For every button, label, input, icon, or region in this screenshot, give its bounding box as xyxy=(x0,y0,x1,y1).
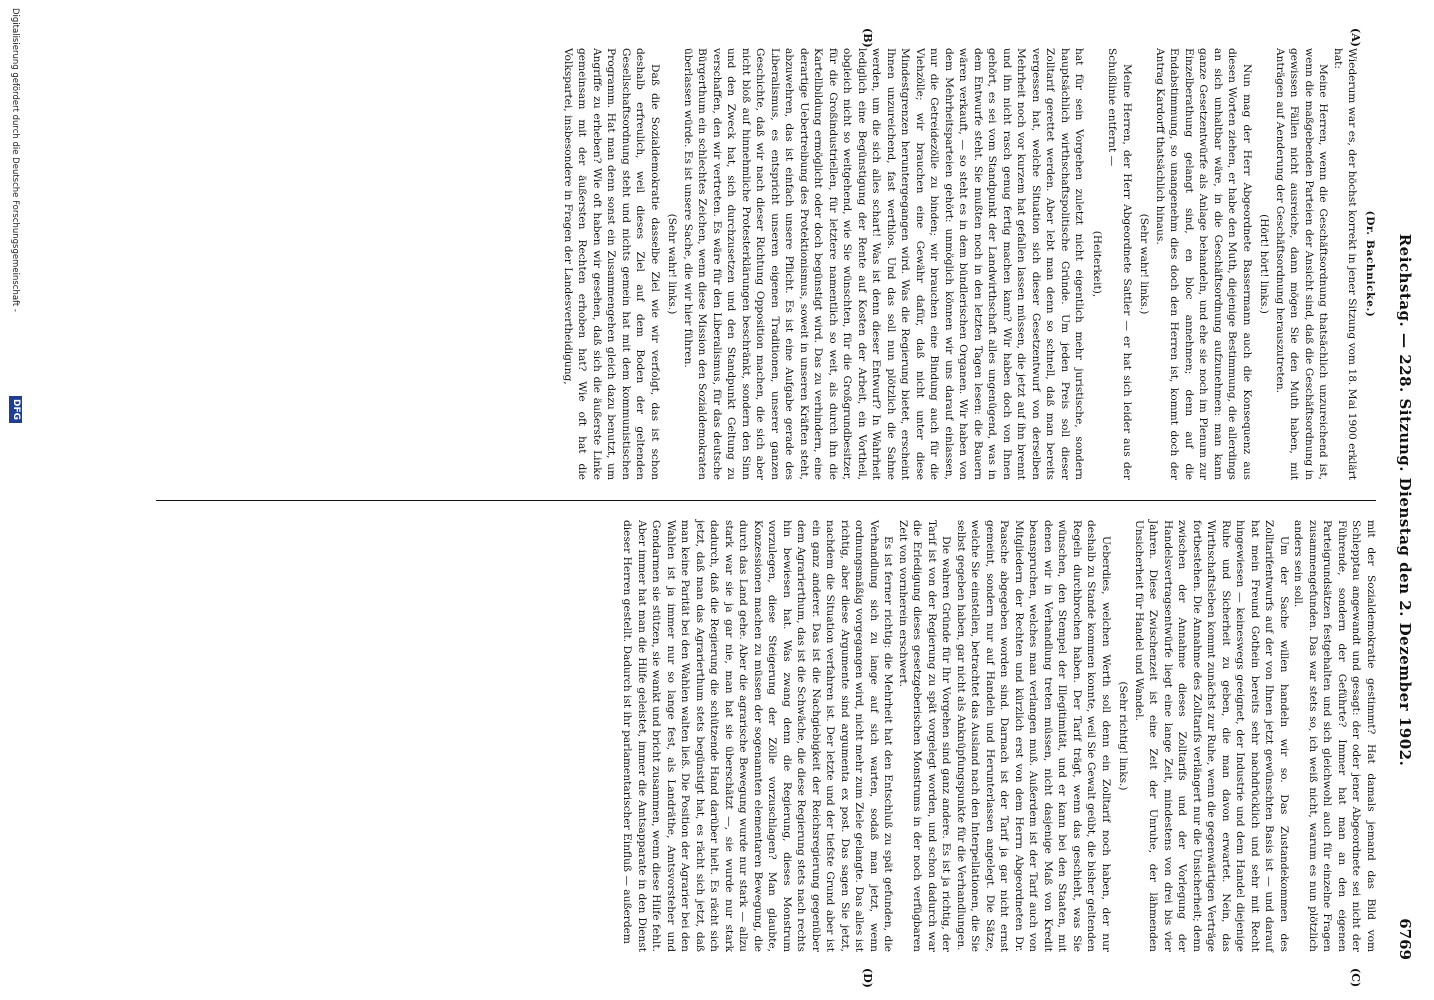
running-title: Reichstag. — 228. Sitzung. Dienstag den 2. Dezember 1902. xyxy=(1396,233,1414,767)
speaker-name: (Dr. Bachnicke.) xyxy=(1364,210,1376,318)
paragraph: Nun mag der Herr Abgeordnete Bassermann auch die Konsequenz aus diesen Worten ziehen, er habe den Muth, diejenige Bestimmung, die allerdings an sich unhaltbar wäre, in die Geschäftsordnung aufzunehmen: man kann ganze Gesetzentwürfe als Anlage behandeln, und ehe sie noch im Plenum zur Einzelberathung gelangt sind, en bloc annehmen; denn auf die Endabstimmung, so unangenehm dies doch den Herren ist, kommt doch der Antrag Kardorff thatsächlich hinaus. xyxy=(1154,48,1253,480)
right-column xyxy=(620,520,1378,952)
page-header xyxy=(1392,40,1414,960)
paragraph: Es ist ferner richtig: die Mehrheit hat den Entschluß zu spät gefunden, die Verhandlung sich zu lange auf sich warten, sodaß man jetzt, wenn ordnungsmäßig vorgegangen wird, nicht mehr zum Ziele gelangte. Das alles ist richtig, aber diese Argumente sind argumenta ex post. Das sagen Sie jetzt, nachdem die Situation verfahren ist. Der letzte und der tiefste Grund aber ist ein ganz anderer. Das ist die Nachgiebigkeit der Reichsregierung gegenüber dem Agrarierthum, das ist die Schwäche, die diese Regierung stets nach rechts hin bewiesen hat. Was zwang denn die Regierung, dieses Monstrum vorzulegen, diese Steigerung der Zölle vorzuschlagen? Man glaubte, Konzessionen machen zu müssen der sogenannten elementaren Bewegung, die durch das Land gehe. Aber die agrarische Bewegung wurde nur stark — allzu stark war sie ja gar nie, man hat sie überschätzt —, sie wurde nur stark dadurch, daß die Regierung die schützende Hand darüber hielt. Es rächt sich jetzt, daß man das Agrarierthum stets begünstigt hat, es rächt sich jetzt, daß man keine Parität bei den Wahlen walten ließ. Die Position der Agrarier bei den Wahlen ist ja immer nur so lange fest, als Landräthe, Amtsvorsteher und Gendarmen sie stützen, sie wankt und bricht zusammen, wenn diese Hilfe fehlt. Aber immer hat man die Hilfe geleistet, immer die Amtsapparate in den Dienst dieser Herren gestellt. Dadurch ist ihr parlamentarischer Einfluß — außerdem xyxy=(621,520,895,952)
paragraph: Meine Herren, wenn die Geschäftsordnung thatsächlich unzureichend ist, wenn die maßgebenden Parteien der Ansicht sind, daß die Geschäftsordnung in gewissen Fällen nicht ausreiche, dann mögen Sie den Muth haben, mit Anträgen auf Aenderung der Geschäftsordnung herauszutreten. xyxy=(1274,48,1330,480)
interjection: (Sehr wahr! links.) xyxy=(666,213,679,315)
paragraph: mit der Sozialdemokratie gestimmt? Hat damals jemand das Bild vom Schlepptau angewandt und gesagt: der oder jener Abgeordnete sei nicht der Führende, sondern der Geführte? Immer hat man an den eigenen Parteigrundsätzen festgehalten und sich gleichwohl auch für einzelne Fragen zusammengefunden. Das war stets so, ich weiß nicht, warum es nun plötzlich anders sein soll. xyxy=(1292,520,1377,952)
interjection: (Heiterkeit), xyxy=(1091,230,1103,298)
paragraph: Daß die Sozialdemokratie dasselbe Ziel wie wir verfolgt, das ist schon deshalb erfreulich, weil dieses Ziel auf dem Boden der geltenden Gesellschaftsordnung steht und nichts gemein hat mit dem kommunistischen Programm. Hat man denn sonst ein Zusammengehen gleich dazu benutzt, um Angriffe zu erheben? Wie oft haben wir gesehen, daß sich die äußerste Linke gemeinsam mit der äußersten Rechten erhoben hat? Wie oft hat die Volkspartei, insbesondere in Fragen der Landesvertheidigung, xyxy=(562,48,661,480)
margin-marker-a: (A) xyxy=(1349,28,1362,47)
interjection: (Sehr wahr! links.) xyxy=(1138,213,1151,315)
paragraph: Um der Sache willen handeln wir so. Das Zustandekommen des Zolltarifentwurfs auf der von Ihnen jetzt gewünschten Basis ist — und darauf hat mein Freund Gothein bereits sehr nachdrücklich und sehr mit Recht hingewiesen — keineswegs geeignet, der Industrie und dem Handel diejenige Ruhe und Sicherheit zu geben, die man davon erwartet. Nein, das Wirthschaftsleben kommt zunächst zur Ruhe, wenn die gegenwärtigen Verträge fortbestehen. Die Annahme des Zolltarifs verlängert nur die Unsicherheit; denn zwischen der Annahme dieses Zolltarifs und der Vorlegung der Handelsvertragsentwürfe liegt eine lange Zeit, mindestens von drei bis vier Jahren. Diese Zwischenzeit ist eine Zeit der Unruhe, der lähmenden Unsicherheit für Handel und Wandel. xyxy=(1133,520,1290,952)
paragraph: Die wahren Gründe für Ihr Vorgehen sind ganz andere. Es ist ja richtig, der Tarif ist von der Regierung zu spät vorgelegt worden, und schon dadurch war die Erledigung dieses gesetzgeberischen Monstrums in der noch verfügbaren Zeit von vornherein erschwert. xyxy=(897,520,953,952)
paragraph: Meine Herren, der Herr Abgeordnete Sattler — er hat sich leider aus der Schußlinie entfernt — xyxy=(1106,48,1133,480)
paragraph: Ueberdies, welchen Werth soll denn ein Zolltarif noch haben, der nur deshalb zu Stande kommen konnte, weil Sie Gewalt geübt, die bisher geltenden Regeln durchbrochen haben. Der Tarif trägt, wenn das geschieht, was Sie wünschen, den Stempel der Illegitimität, und er kann bei den Staaten, mit denen wir in Verhandlung treten müssen, nicht dasjenige Maß von Kredit beanspruchen, welches man verlangen muß. Außerdem ist der Tarif auch von Mitgliedern der Rechten und kürzlich erst von dem Herrn Abgeordneten Dr. Paasche abgegeben worden sind. Darnach ist der Tarif ja gar nicht ernst gemeint, sondern nur auf Handeln und Herunterlassen angelegt. Die Sätze, welche Sie einstellen, betrachtet das Ausland nach den Interpellationen, die Sie selbst gegeben haben, gar nicht als Anknüpfungspunkte für die Verhandlungen. xyxy=(955,520,1112,952)
paragraph: hat für sein Vorgehen zuletzt nicht eigentlich mehr juristische, sondern hauptsächlich wirthschaftspolitische Gründe. Um jeden Preis soll dieser Zolltarif gerettet werden. Aber lebt man denn so schnell, daß man bereits vergessen hat, welche Situation sich dieser Gesetzentwurf von derselben Mehrheit noch vor kurzem hat gefallen lassen müssen, die jetzt auf ihn brennt und ihn nicht rasch genug fertig machen kann? Wir haben doch von Ihnen gehört, es sei vom Standpunkt der Landwirthschaft alles ungenügend, was in dem Entwurfe steht. Sie mußten noch in den letzten Tagen lesen: die Bauern wären verkauft, — so steht es in dem bündlerischen Organen. Wir haben von dem Mehrheitsparteien gehört: unmöglich können wir uns darauf einlassen, nur die Getreidezölle zu binden; wir brauchen eine Bindung auch für die Viehzölle; wir brauchen eine Gewähr dafür, daß nicht unter diese Mindestgrenzen heruntergegangen wird. Was die Regierung bietet, erscheint Ihnen unzureichend, fast werthlos. Und das soll nun plötzlich die Sahne werden, um die sich alles schart! Was ist denn dieser Entwurf? In Wahrheit lediglich eine Begünstigung der Rente auf Kosten der Arbeit, ein Vortheil, obgleich nicht so weitgehend, wie Sie wünschten, für die Großgrundbesitzer, für die Großindustriellen, für letztere namentlich so weit, als durch ihn die Kartellbildung ermöglicht oder doch begünstigt wird. Das zu verhindern, eine derartige Uebertreibung des Protektionismus, soweit in unseren Kräften steht, abzuwehren, das ist einfach unsere Pflicht. Es ist eine Aufgabe gerade des Liberalismus, es entspricht unseren eigenen Traditionen, unserer ganzen Geschichte, daß wir nach dieser Richtung Opposition machen, die sich aber nicht bloß auf hinnehmliche Protesterklärungen beschränkt, sondern den Sinn und den Zweck hat, sich durchzusetzen und den Standpunkt Geltung zu verschaffen, den wir vertreten. Es wäre für den Liberalismus, für das deutsche Bürgerthum ein schlechtes Zeichen, wenn diese Mission den Sozialdemokraten überlassen würde. Es ist unsere Sache, die wir hier führen. xyxy=(682,48,1086,480)
dfg-logo: DFG xyxy=(9,396,22,423)
page-number: 6769 xyxy=(1396,918,1414,960)
margin-marker-c: (C) xyxy=(1349,968,1362,988)
margin-marker-b: (B) xyxy=(861,28,874,48)
column-divider xyxy=(156,500,1376,501)
digitization-footer xyxy=(6,0,22,1000)
interjection: (Sehr richtig! links.) xyxy=(1117,681,1130,791)
paragraph: Wiederum war es, der höchst korrekt in jener Sitzung vom 18. Mai 1900 erklärt hat: xyxy=(1332,48,1359,480)
margin-marker-d: (D) xyxy=(861,968,874,988)
footer-text: Digitalisierung gefördert durch die Deutsche Forschungsgemeinschaft - xyxy=(10,8,20,312)
left-column xyxy=(561,48,1379,480)
interjection: (Hört! hört! links.) xyxy=(1258,214,1271,314)
